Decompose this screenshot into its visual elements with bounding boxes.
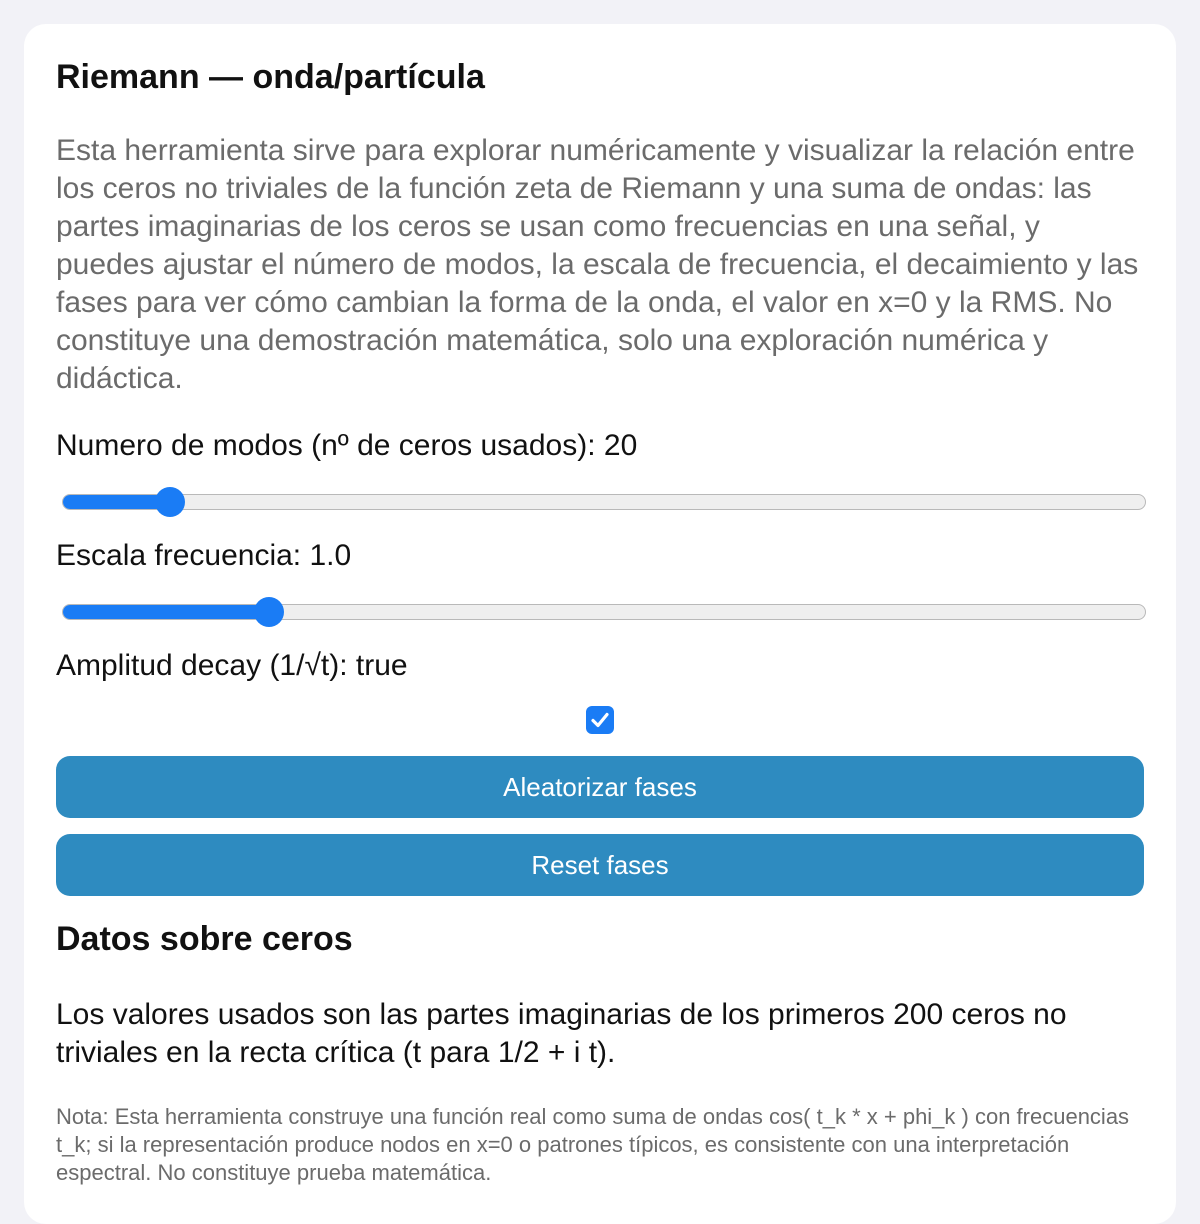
randomize-phases-button[interactable]: Aleatorizar fases [56,756,1144,818]
checkmark-icon [589,709,611,731]
frequency-scale-slider-thumb[interactable] [254,597,284,627]
zeros-info-text: Los valores usados son las partes imaginarias de los primeros 200 ceros no triviales en la recta crítica (t para 1/2 + i t). [56,998,1067,1069]
reset-phases-button[interactable]: Reset fases [56,834,1144,896]
amplitude-decay-label: Amplitud decay (1/√t): true [56,649,408,682]
page-title: Riemann — onda/partícula [56,58,485,96]
frequency-scale-label: Escala frecuencia: 1.0 [56,539,352,572]
frequency-scale-slider-fill [63,605,270,619]
tool-description: Esta herramienta sirve para explorar numéricamente y visualizar la relación entre los ceros no triviales de la función zeta de Riemann y una suma de ondas: las partes imaginarias de los ceros se usan como frecuencias en una señal, y puedes ajustar el número de modos, la escala de frecuencia, el decaimiento y las fases para ver cómo cambian la forma de la onda, el valor en x=0 y la RMS. No constituye una demostración matemática, solo una exploración numérica y didáctica. [56,134,1139,395]
frequency-scale-slider-track [62,604,1146,620]
main-card [24,24,1176,1224]
modes-slider[interactable] [62,486,1146,518]
zeros-section-heading: Datos sobre ceros [56,920,353,958]
amplitude-decay-checkbox[interactable] [586,706,614,734]
note-text: Nota: Esta herramienta construye una función real como suma de ondas cos( t_k * x + phi_k ) con frecuencias t_k; si la representación produce nodos en x=0 o patrones típicos, es consistente con una interpretación espectral. No constituye prueba matemática. [56,1104,1130,1185]
modes-slider-track [62,494,1146,510]
frequency-scale-slider[interactable] [62,596,1146,628]
modes-label: Numero de modos (nº de ceros usados): 20 [56,429,638,462]
modes-slider-thumb[interactable] [155,487,185,517]
